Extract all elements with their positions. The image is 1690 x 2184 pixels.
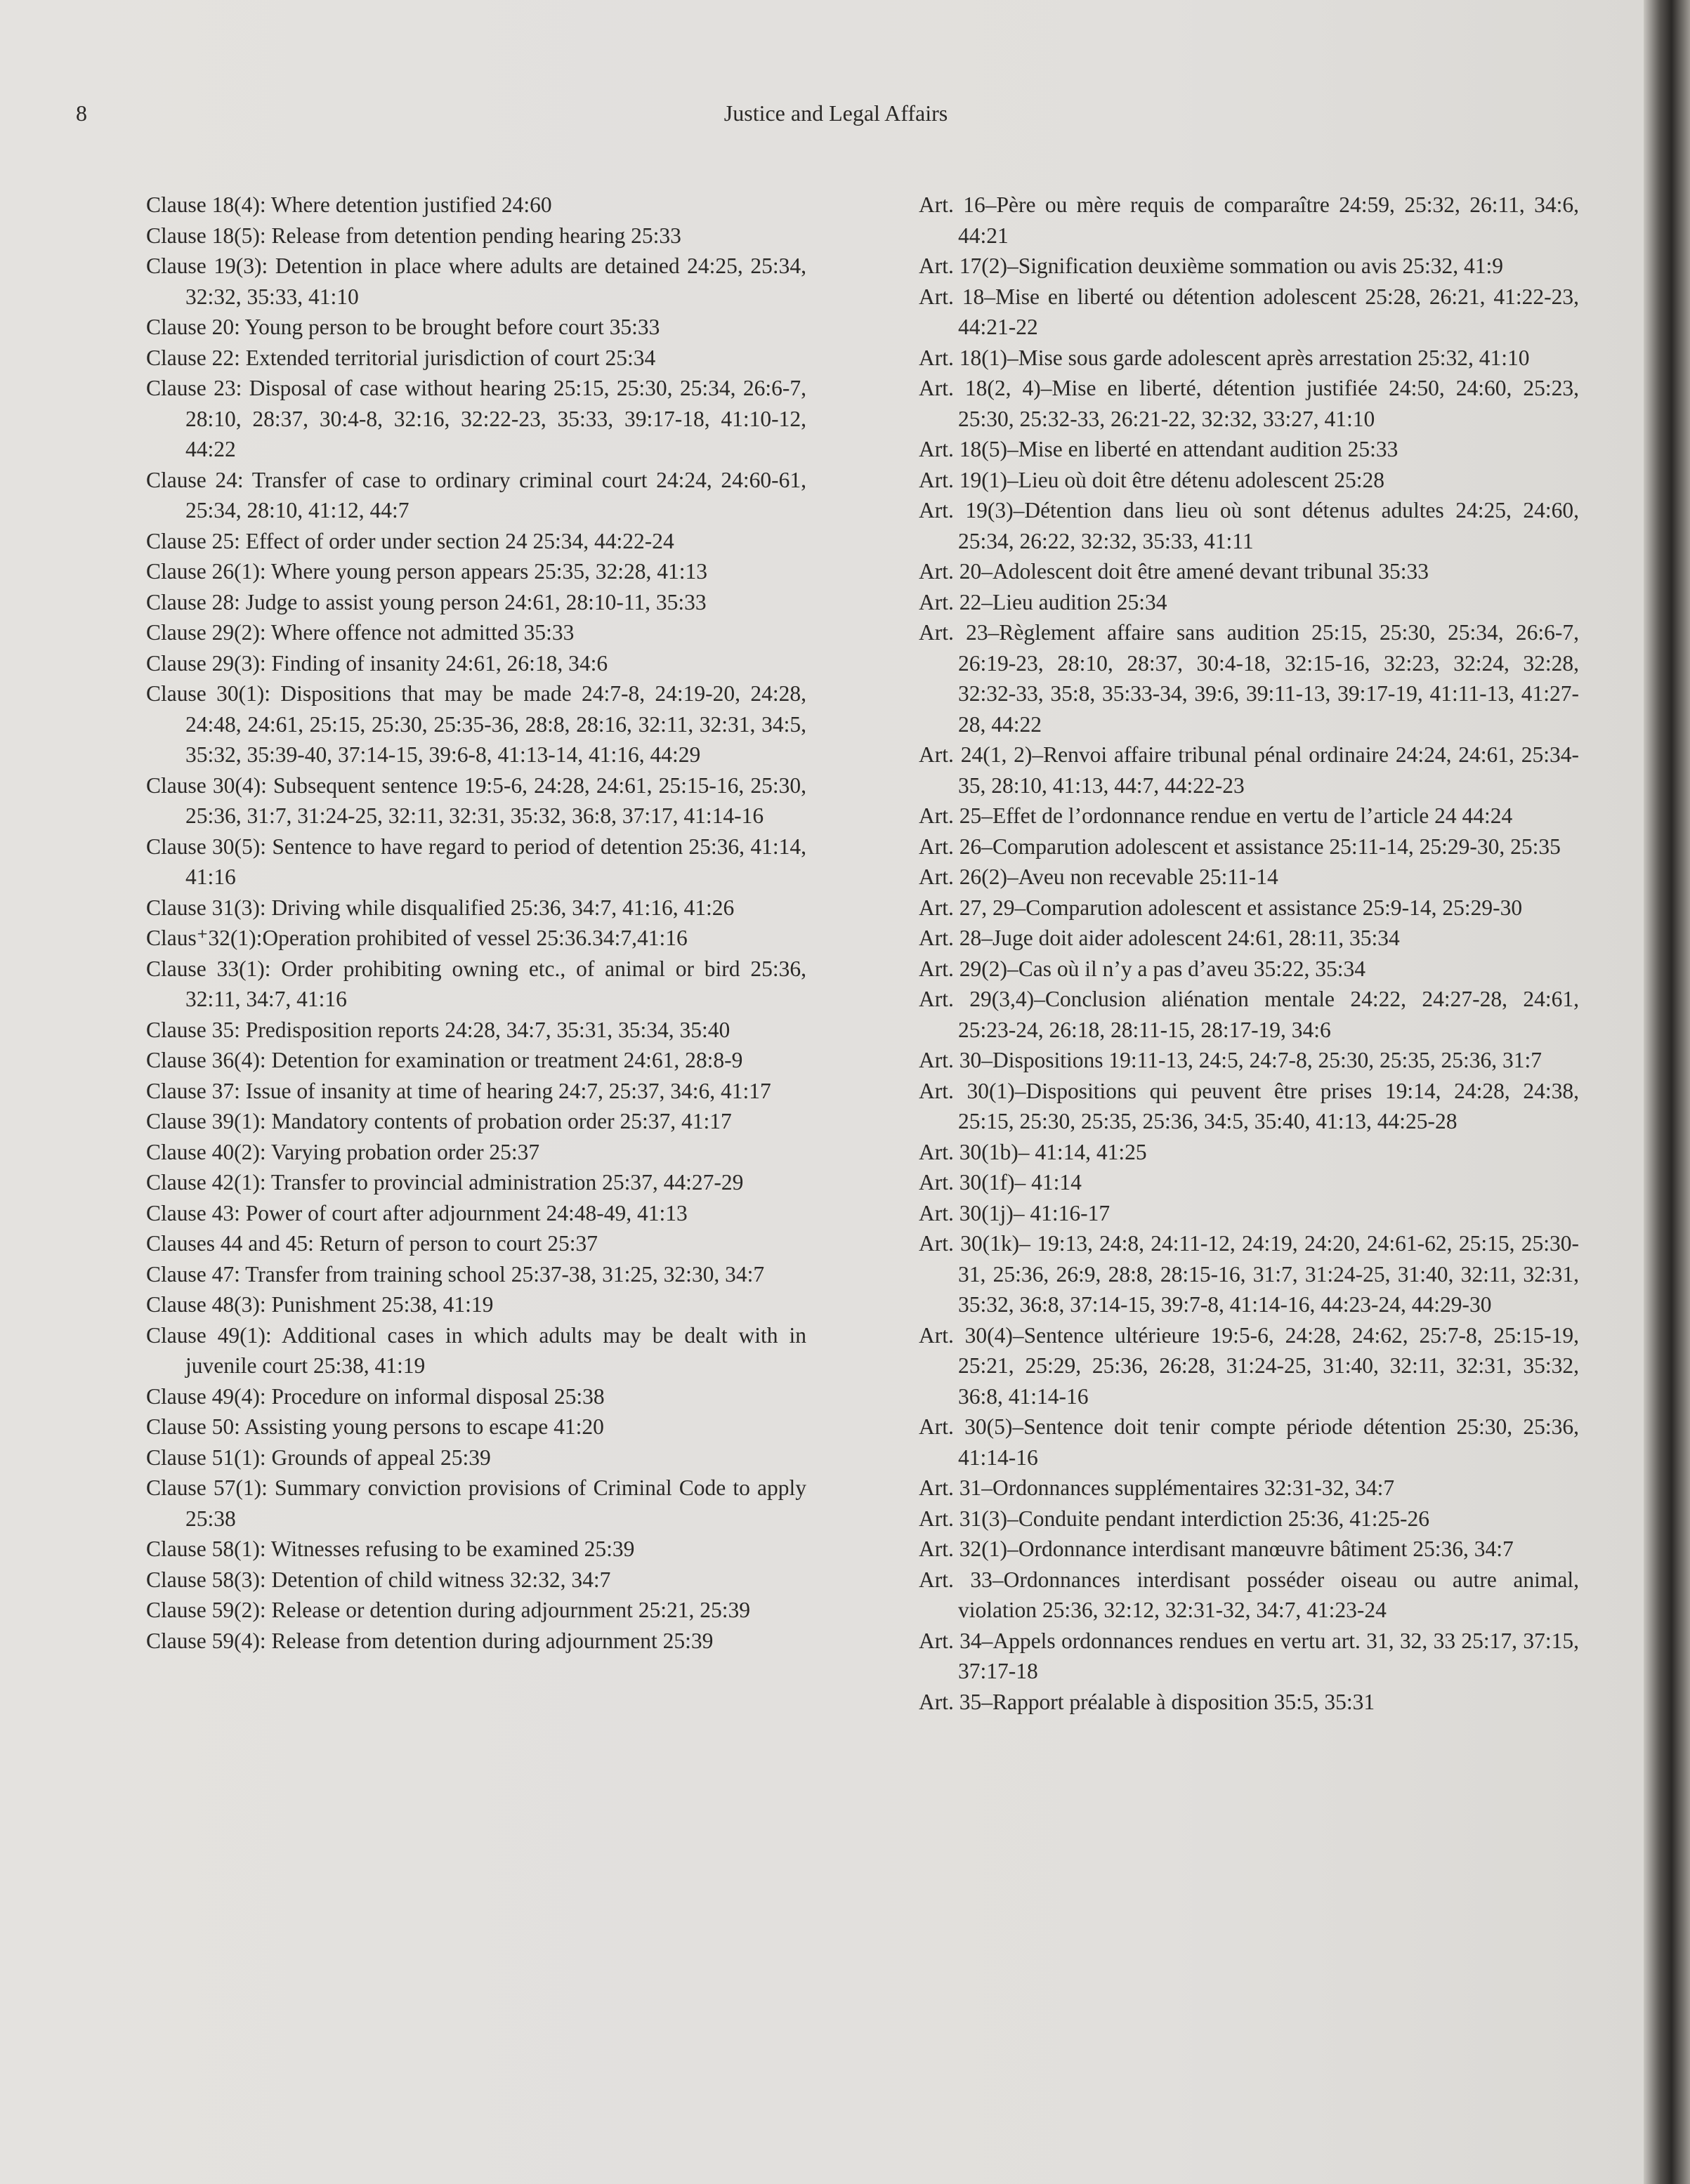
index-entry: Clause 57(1): Summary conviction provisions of Criminal Code to apply 25:38 (146, 1475, 806, 1531)
index-entry: Clause 40(2): Varying probation order 25:37 (146, 1139, 540, 1164)
index-entry: Clause 25: Effect of order under section 24 25:34, 44:22-24 (146, 528, 674, 553)
index-entry: Clause 26(1): Where young person appears 25:35, 32:28, 41:13 (146, 559, 708, 584)
index-entry: Claus⁺32(1):Operation prohibited of vessel 25:36.34:7,41:16 (146, 926, 688, 950)
index-entry: Clause 42(1): Transfer to provincial administration 25:37, 44:27-29 (146, 1170, 744, 1195)
index-entry: Clause 48(3): Punishment 25:38, 41:19 (146, 1292, 494, 1317)
index-entry: Art. 23–Règlement affaire sans audition 25:15, 25:30, 25:34, 26:6-7, 26:19-23, 28:10, 28:37, 30:4-18, 32:15-16, 32:23, 32:24, 32:28, 32:32-33, 35:8, 35:33-34, 39:6, 39:11-13, 39:17-19, 41:11-13, 41:27-28, 44:22 (919, 620, 1579, 737)
index-entry: Clause 35: Predisposition reports 24:28, 34:7, 35:31, 35:34, 35:40 (146, 1017, 731, 1042)
index-entry: Art. 26(2)–Aveu non recevable 25:11-14 (919, 864, 1278, 889)
index-entry: Art. 30(5)–Sentence doit tenir compte période détention 25:30, 25:36, 41:14-16 (919, 1414, 1579, 1470)
index-entry: Art. 28–Juge doit aider adolescent 24:61, 28:11, 35:34 (919, 926, 1400, 950)
running-title: Justice and Legal Affairs (723, 100, 948, 126)
index-entry: Art. 30(1)–Dispositions qui peuvent être prises 19:14, 24:28, 24:38, 25:15, 25:30, 25:35, 25:36, 34:5, 35:40, 41:13, 44:25-28 (919, 1078, 1579, 1133)
index-entry: Art. 30(1f)– 41:14 (919, 1170, 1082, 1195)
index-entry: Art. 26–Comparution adolescent et assistance 25:11-14, 25:29-30, 25:35 (919, 834, 1561, 859)
index-entry: Clause 59(4): Release from detention during adjournment 25:39 (146, 1628, 714, 1653)
index-entry: Art. 16–Père ou mère requis de comparaître 24:59, 25:32, 26:11, 34:6, 44:21 (919, 192, 1579, 248)
index-entry: Clause 29(3): Finding of insanity 24:61, 26:18, 34:6 (146, 650, 608, 676)
index-entry: Clause 18(4): Where detention justified 24:60 (146, 192, 552, 217)
index-entry: Clause 29(2): Where offence not admitted 35:33 (146, 620, 575, 645)
page-number: 8 (76, 100, 87, 126)
book-binding-shadow (1644, 0, 1690, 2184)
index-entry: Art. 25–Effet de l’ordonnance rendue en vertu de l’article 24 44:24 (919, 803, 1513, 828)
index-entry: Art. 30(1j)– 41:16-17 (919, 1200, 1111, 1225)
index-entry: Clause 23: Disposal of case without hearing 25:15, 25:30, 25:34, 26:6-7, 28:10, 28:37, 30:4-8, 32:16, 32:22-23, 35:33, 39:17-18, 41:10-12, 44:22 (146, 376, 806, 461)
index-entry: Clause 58(3): Detention of child witness 32:32, 34:7 (146, 1567, 611, 1592)
index-entry: Art. 30(4)–Sentence ultérieure 19:5-6, 24:28, 24:62, 25:7-8, 25:15-19, 25:21, 25:29, 25:36, 26:28, 31:24-25, 31:40, 32:11, 32:31, 35:32, 36:8, 41:14-16 (919, 1322, 1579, 1409)
index-entry: Art. 33–Ordonnances interdisant posséder oiseau ou autre animal, violation 25:36, 32:12, 32:31-32, 34:7, 41:23-24 (919, 1567, 1579, 1622)
index-entry: Art. 18–Mise en liberté ou détention adolescent 25:28, 26:21, 41:22-23, 44:21-22 (919, 284, 1579, 339)
index-entry: Art. 30(1k)– 19:13, 24:8, 24:11-12, 24:19, 24:20, 24:61-62, 25:15, 25:30-31, 25:36, 26:9, 28:8, 28:15-16, 31:7, 31:24-25, 31:40, 32:11, 32:31, 35:32, 36:8, 37:14-15, 39:7-8, 41:14-16, 44:23-24, 44:29-30 (919, 1231, 1579, 1317)
index-entry: Art. 31–Ordonnances supplémentaires 32:31-32, 34:7 (919, 1475, 1395, 1500)
index-entry: Art. 20–Adolescent doit être amené devant tribunal 35:33 (919, 559, 1429, 584)
index-entry: Art. 29(3,4)–Conclusion aliénation mentale 24:22, 24:27-28, 24:61, 25:23-24, 26:18, 28:11-15, 28:17-19, 34:6 (919, 987, 1579, 1042)
index-entry: Clause 33(1): Order prohibiting owning etc., of animal or bird 25:36, 32:11, 34:7, 41:16 (146, 956, 806, 1011)
index-entry: Art. 18(2, 4)–Mise en liberté, détention justifiée 24:50, 24:60, 25:23, 25:30, 25:32-33, 26:21-22, 32:32, 33:27, 41:10 (919, 376, 1579, 431)
index-entry: Art. 18(1)–Mise sous garde adolescent après arrestation 25:32, 41:10 (919, 345, 1530, 370)
index-entry: Clause 49(4): Procedure on informal disposal 25:38 (146, 1383, 605, 1409)
index-entry: Clause 18(5): Release from detention pending hearing 25:33 (146, 223, 681, 248)
index-entry: Art. 32(1)–Ordonnance interdisant manœuvre bâtiment 25:36, 34:7 (919, 1537, 1514, 1561)
index-entry: Art. 35–Rapport préalable à disposition 35:5, 35:31 (919, 1689, 1375, 1714)
index-entry: Art. 18(5)–Mise en liberté en attendant audition 25:33 (919, 437, 1398, 461)
index-entry: Clause 59(2): Release or detention during adjournment 25:21, 25:39 (146, 1598, 750, 1622)
index-entry: Art. 30–Dispositions 19:11-13, 24:5, 24:7-8, 25:30, 25:35, 25:36, 31:7 (919, 1048, 1542, 1072)
index-entry: Clause 31(3): Driving while disqualified 25:36, 34:7, 41:16, 41:26 (146, 895, 735, 920)
index-entry: Clause 39(1): Mandatory contents of probation order 25:37, 41:17 (146, 1109, 732, 1133)
index-entry: Clause 19(3): Detention in place where adults are detained 24:25, 25:34, 32:32, 35:33, 41:10 (146, 254, 806, 309)
index-entry: Clause 30(5): Sentence to have regard to period of detention 25:36, 41:14, 41:16 (146, 834, 806, 889)
index-entry: Clause 36(4): Detention for examination or treatment 24:61, 28:8-9 (146, 1048, 743, 1072)
index-entry: Art. 19(1)–Lieu où doit être détenu adolescent 25:28 (919, 467, 1385, 492)
index-entry: Clause 49(1): Additional cases in which adults may be dealt with in juvenile court 25:38, 41:19 (146, 1322, 806, 1378)
index-entry: Clause 37: Issue of insanity at time of hearing 24:7, 25:37, 34:6, 41:17 (146, 1078, 771, 1103)
index-entry: Art. 30(1b)– 41:14, 41:25 (919, 1139, 1147, 1164)
index-entry: Art. 17(2)–Signification deuxième sommation ou avis 25:32, 41:9 (919, 254, 1504, 278)
index-entry: Clause 28: Judge to assist young person 24:61, 28:10-11, 35:33 (146, 589, 707, 614)
index-entry: Clause 30(1): Dispositions that may be made 24:7-8, 24:19-20, 24:28, 24:48, 24:61, 25:15, 25:30, 25:35-36, 28:8, 28:16, 32:11, 32:31, 34:5, 35:32, 35:39-40, 37:14-15, 39:6-8, 41:13-14, 41:16, 44:29 (146, 681, 806, 767)
index-entry: Clauses 44 and 45: Return of person to court 25:37 (146, 1231, 598, 1256)
index-entry: Clause 58(1): Witnesses refusing to be examined 25:39 (146, 1537, 635, 1561)
index-entry: Clause 22: Extended territorial jurisdiction of court 25:34 (146, 345, 656, 370)
index-entry: Clause 30(4): Subsequent sentence 19:5-6, 24:28, 24:61, 25:15-16, 25:30, 25:36, 31:7, 31:24-25, 32:11, 32:31, 35:32, 36:8, 37:17, 41:14-16 (146, 772, 806, 828)
index-entry: Art. 34–Appels ordonnances rendues en vertu art. 31, 32, 33 25:17, 37:15, 37:17-18 (919, 1628, 1579, 1683)
index-entry: Art. 24(1, 2)–Renvoi affaire tribunal pénal ordinaire 24:24, 24:61, 25:34-35, 28:10, 41:13, 44:7, 44:22-23 (919, 742, 1579, 798)
index-entry: Clause 43: Power of court after adjournment 24:48-49, 41:13 (146, 1200, 688, 1225)
index-entry: Clause 51(1): Grounds of appeal 25:39 (146, 1445, 491, 1470)
index-entry: Art. 22–Lieu audition 25:34 (919, 589, 1167, 614)
left-column-english-index (146, 190, 806, 1656)
index-entry: Art. 31(3)–Conduite pendant interdiction 25:36, 41:25-26 (919, 1506, 1430, 1531)
right-column-french-index (919, 190, 1579, 1717)
index-entry: Clause 50: Assisting young persons to escape 41:20 (146, 1414, 604, 1439)
index-entry: Clause 20: Young person to be brought before court 35:33 (146, 315, 660, 339)
index-entry: Clause 24: Transfer of case to ordinary criminal court 24:24, 24:60-61, 25:34, 28:10, 41:12, 44:7 (146, 467, 806, 522)
index-entry: Art. 29(2)–Cas où il n’y a pas d’aveu 35:22, 35:34 (919, 956, 1366, 981)
index-entry: Art. 27, 29–Comparution adolescent et assistance 25:9-14, 25:29-30 (919, 895, 1523, 920)
index-entry: Art. 19(3)–Détention dans lieu où sont détenus adultes 24:25, 24:60, 25:34, 26:22, 32:32, 35:33, 41:11 (919, 498, 1579, 553)
index-entry: Clause 47: Transfer from training school 25:37-38, 31:25, 32:30, 34:7 (146, 1261, 765, 1287)
